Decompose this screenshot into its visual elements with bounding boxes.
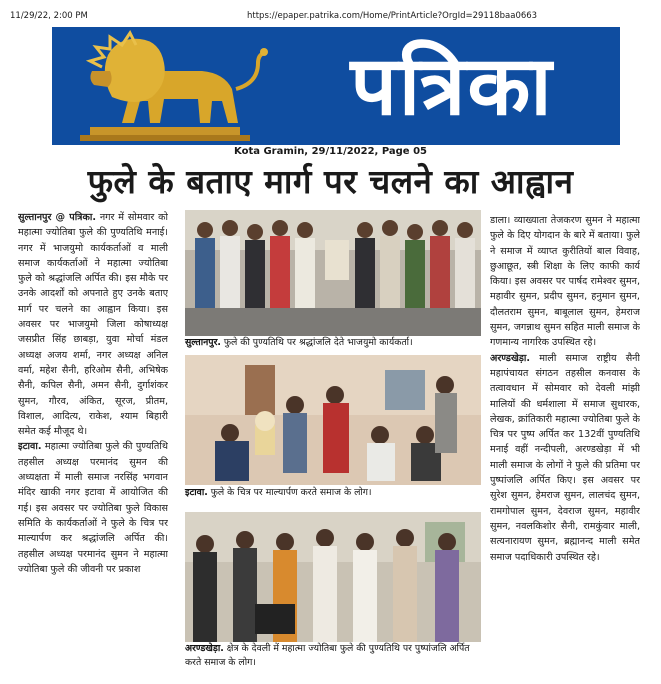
photo-arandkheda [185,512,481,656]
photo-sultanpur [185,210,481,336]
caption-text: क्षेत्र के देवली में महात्मा ज्योतिबा फुले की पुण्यतिथि पर पुष्पांजलि अर्पित करते समाज के लोग। [185,643,470,668]
print-header [0,0,661,20]
dateline: सुल्तानपुर @ पत्रिका. [18,212,96,223]
photo-caption [185,336,481,352]
article-paragraph [490,351,640,565]
article-paragraph [490,213,640,351]
photo-caption [185,642,481,674]
print-datetime: 11/29/22, 2:00 PM [10,11,88,21]
caption-dateline: सुल्तानपुर. [185,337,221,348]
paragraph-text: महात्मा ज्योतिबा फुले की पुण्यतिथि तहसील अध्यक्ष परमानंद सुमन की अध्यक्षता में माली समाज नरसिंह भगवान मंदिर खाकी नगर इटावा में आयोजित की गई। इस अवसर पर ज्योतिबा फुले विकास समिति के कार्यकर्ताओं ने फुले के चित्र पर माल्यार्पण कर श्रद्धांजलि अर्पित की। तहसील अध्यक्ष परमानंद सुमन ने महात्मा ज्योतिबा फुले की जीवनी पर प्रकाश [18,441,168,575]
caption-dateline: अरण्डखेड़ा. [185,643,224,654]
edition-line: Kota Gramin, 29/11/2022, Page 05 [234,146,427,157]
dateline: अरण्डखेड़ा. [490,352,531,364]
brand-name: पत्रिका [350,38,554,134]
article-paragraph [18,210,168,439]
caption-text: फुले की पुण्यतिथि पर श्रद्धांजलि देते भाजयुमो कार्यकर्ता। [220,337,413,348]
photo-itawa [185,355,481,485]
lion-icon [52,27,270,145]
dateline: इटावा. [18,441,42,453]
headline: फुले के बताए मार्ग पर चलने का आह्वान [87,162,574,201]
masthead [52,27,620,145]
left-column [18,210,168,684]
photo-caption [185,486,481,502]
paragraph-text: नगर में सोमवार को महात्मा ज्योतिबा फुले की पुण्यतिथि मनाई। नगर में भाजयुमो कार्यकर्ताओं व माली समाज कार्यकर्ताओं ने महात्मा ज्योतिबा फुले को श्रद्धांजलि अर्पित की। इस मौके पर उनके आदर्शों को अपनाते हुए उनके बताए मार्ग पर चलने का आह्वान किया। इस अवसर पर भाजयुमो जिला कोषाध्यक्ष जसप्रीत सिंह छाबड़ा, युवा मोर्चा मंडल अध्यक्ष अजय शर्मा, नगर अध्यक्ष अनिल वर्मा, महेश सैनी, हरिओम सैनी, अभिषेक सैनी, कपिल सैनी, अमन सैनी, दुर्गाशंकर सुमन, गौरव, अंकित, सूरज, प्रीतम, विशाल, आदित्य, राकेश, श्याम बिहारी समेत कई मौजूद थे। [18,212,168,438]
print-url[interactable]: https://epaper.patrika.com/Home/PrintArticle?OrgId=29118baa0663 [247,11,538,21]
article-paragraph [18,439,168,577]
paragraph-text: माली समाज राष्ट्रीय सैनी महापंचायत संगठन तहसील कनवास के तत्वावधान में सोमवार को देवली मांझी मालियों की धर्मशाला में समाज सुधारक, लेखक, क्रांतिकारी महात्मा ज्योतिबा फुले के चित्र पर पुष्प अर्पित कर 132वीं पुण्यतिथि मनाई वहीं नन्दीपली, अरण्डखेड़ा में भी माली समाज के लोगों ने फुले की प्रतिमा पर पुष्पांजलि अर्पित किए। इस अवसर पर सुरेश सुमन, हेमराज सुमन, लालचंद सुमन, रामगोपाल सुमन, देवराज सुमन, महावीर सुमन, नवलकिशोर सैनी, रामकुंवार माली, सत्यनारायण सुमन, ब्रह्मानन्द माली समेत समाज पदाधिकारी उपस्थित रहे। [490,352,640,563]
caption-text: फुले के चित्र पर माल्यार्पण करते समाज के लोग। [207,487,372,498]
caption-dateline: इटावा. [185,487,208,498]
paragraph-text: डाला। व्याख्याता तेजकरण सुमन ने महात्मा फुले के दिए योगदान के बारे में बताया। फुले ने समाज में व्याप्त कुरीतियों बाल विवाह, छुआछूत, स्त्री शिक्षा के लिए काफी कार्य किया। इस अवसर पर पार्षद रामेश्वर सुमन, महावीर सुमन, प्रदीप सुमन, हनुमान सुमन, दौलतराम सुमन, बाबूलाल सुमन, हेमराज सुमन, जगन्नाथ सुमन सहित माली समाज के गणमान्य नागरिक उपस्थित रहे। [490,215,640,349]
right-column [490,213,640,684]
